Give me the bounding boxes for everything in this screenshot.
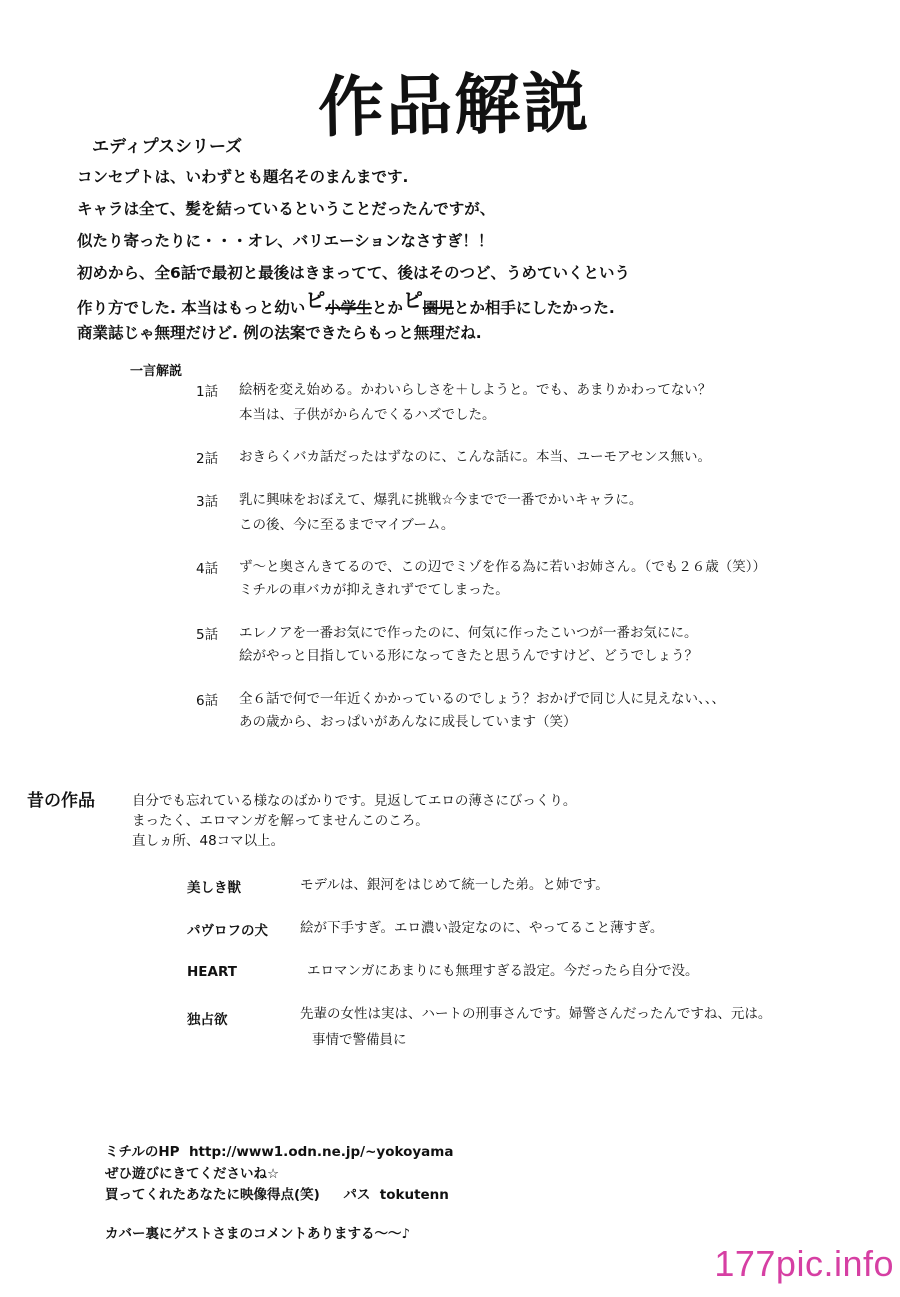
episode-number: 2話 [196,451,219,467]
work-description: 事情で警備員に [312,1032,407,1048]
struck-word: 小学生 [325,299,372,317]
episode-note: あの歳から、おっぱいがあんなに成長しています（笑） [239,714,577,730]
page-title: 作品解説 [317,64,591,147]
work-title: パヴロフの犬 [187,923,268,939]
episode-note: 絵がやっと目指している形になってきたと思うんですけど、どうでしょう？ [239,648,698,664]
work-description: モデルは、銀河をはじめて統一した弟。と姉です。 [300,877,609,893]
cover-note: カバー裏にゲストさまのコメントありまする～～♪ [105,1226,411,1242]
episode-note: おきらくバカ話だったはずなのに、こんな話に。本当、ユーモアセンス無い。 [239,449,711,465]
episode-note: エレノアを一番お気にで作ったのに、何気に作ったこいつが一番お気にに。 [239,625,698,641]
struck-word: 園児 [422,299,454,317]
episode-note: 絵柄を変え始める。かわいらしさを＋しようと。でも、あまりかわってない？ [239,382,712,398]
homepage-label: ミチルのHP [105,1144,180,1160]
series-heading: エディプスシリーズ [92,137,243,157]
old-works-intro: 直しヵ所、48コマ以上。 [132,833,285,849]
old-works-intro: まったく、エロマンガを解ってませんこのころ。 [132,813,429,829]
work-description: 絵が下手すぎ。エロ濃い設定なのに、やってること薄すぎ。 [300,920,664,936]
pass-label: パス [343,1187,371,1203]
episode-note: 本当は、子供がからんでくるハズでした。 [239,407,496,423]
episode-note: 全６話で何で一年近くかかっているのでしょう？おかげで同じ人に見えない、、、 [239,691,725,707]
series-line: キャラは全て、髪を結っているということだったんですが、 [77,200,496,218]
work-title: HEART [187,964,237,980]
series-line: 似たり寄ったりに・・・オレ、バリエーションなさすぎ！！ [77,232,494,250]
series-line-part: 作り方でした. 本当はもっと幼い [77,299,306,317]
commentary-heading: 一言解説 [130,364,183,379]
episode-note: ず～と奥さんきてるので、この辺でミゾを作る為に若いお姉さん。（でも２６歳（笑）） [239,559,767,575]
bonus-line [105,1183,449,1203]
work-title: 美しき獣 [187,880,241,896]
homepage-link[interactable]: http://www1.odn.ne.jp/~yokoyama [188,1144,454,1160]
series-line-part: とか相手にしたかった. [453,299,615,317]
episode-note: ミチルの車バカが抑えきれずでてしまった。 [239,582,509,598]
work-description: 先輩の女性は実は、ハートの刑事さんです。婦警さんだったんですね、元は。 [300,1006,772,1022]
invite-line: ぜひ遊びにきてくださいね☆ [105,1166,280,1182]
pass-value: tokutenn [379,1187,449,1203]
old-works-intro: 自分でも忘れている様なのばかりです。見返してエロの薄さにびっくり。 [132,793,577,809]
censor-mark: ピ [305,288,326,312]
episode-number: 1話 [196,384,219,400]
homepage-line [105,1140,453,1160]
episode-number: 6話 [196,693,219,709]
bonus-text: 買ってくれたあなたに映像得点(笑) [105,1187,320,1203]
series-line: 初めから、全6話で最初と最後はきまってて、後はそのつど、うめていくという [77,264,630,282]
watermark: 177pic.info [714,1243,894,1284]
episode-number: 3話 [196,494,219,510]
episode-note: この後、今に至るまでマイブーム。 [239,517,455,533]
series-line: コンセプトは、いわずとも題名そのまんまです. [77,168,409,186]
old-works-heading: 昔の作品 [27,791,95,811]
series-line-censored [77,290,615,319]
episode-note: 乳に興味をおぼえて、爆乳に挑戦☆今までで一番でかいキャラに。 [239,492,643,508]
censor-mark: ピ [402,288,423,312]
series-line-part: とか [371,299,403,317]
work-title: 独占欲 [187,1012,228,1028]
series-line: 商業誌じゃ無理だけど. 例の法案できたらもっと無理だね. [77,324,482,342]
episode-number: 5話 [196,627,219,643]
episode-number: 4話 [196,561,219,577]
work-description: エロマンガにあまりにも無理すぎる設定。今だったら自分で没。 [307,963,699,979]
